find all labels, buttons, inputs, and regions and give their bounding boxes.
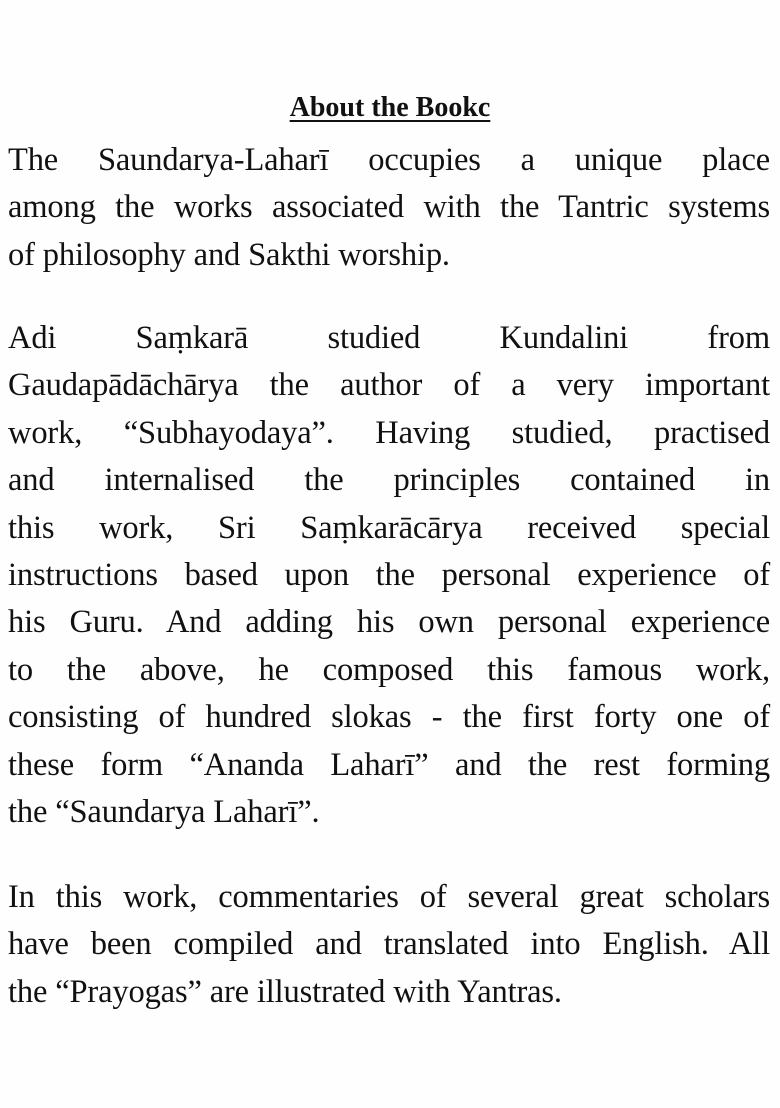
text-line: instructions based upon the personal experience of	[8, 556, 770, 593]
text-line: the “Prayogas” are illustrated with Yantras.	[8, 973, 562, 1010]
text-line: the “Saundarya Laharī”.	[8, 793, 320, 830]
text-line: The Saundarya-Laharī occupies a unique place	[8, 142, 770, 178]
page-title	[0, 90, 780, 126]
paragraph-intro	[8, 137, 770, 279]
text-line: In this work, commentaries of several great scholars	[8, 879, 770, 915]
text-line: among the works associated with the Tantric systems	[8, 189, 770, 226]
text-line: this work, Sri Saṃkarācārya received special	[8, 509, 770, 546]
paragraph-commentaries	[8, 874, 770, 1016]
text-line: and internalised the principles contained in	[8, 462, 770, 499]
page-title-text: About the Bookc	[289, 92, 491, 123]
text-line: work, “Subhayodaya”. Having studied, practised	[8, 414, 770, 451]
text-line: of philosophy and Sakthi worship.	[8, 236, 450, 273]
text-line: consisting of hundred slokas - the first forty one of	[8, 699, 770, 736]
text-line: Gaudapādāchārya the author of a very important	[8, 367, 770, 404]
text-line: his Guru. And adding his own personal experience	[8, 604, 770, 641]
text-line: Adi Saṃkarā studied Kundalini from	[8, 320, 770, 356]
text-line: have been compiled and translated into English. All	[8, 926, 770, 963]
paragraph-history	[8, 315, 770, 836]
text-line: these form “Ananda Laharī” and the rest forming	[8, 746, 770, 783]
text-line: to the above, he composed this famous work,	[8, 651, 770, 688]
